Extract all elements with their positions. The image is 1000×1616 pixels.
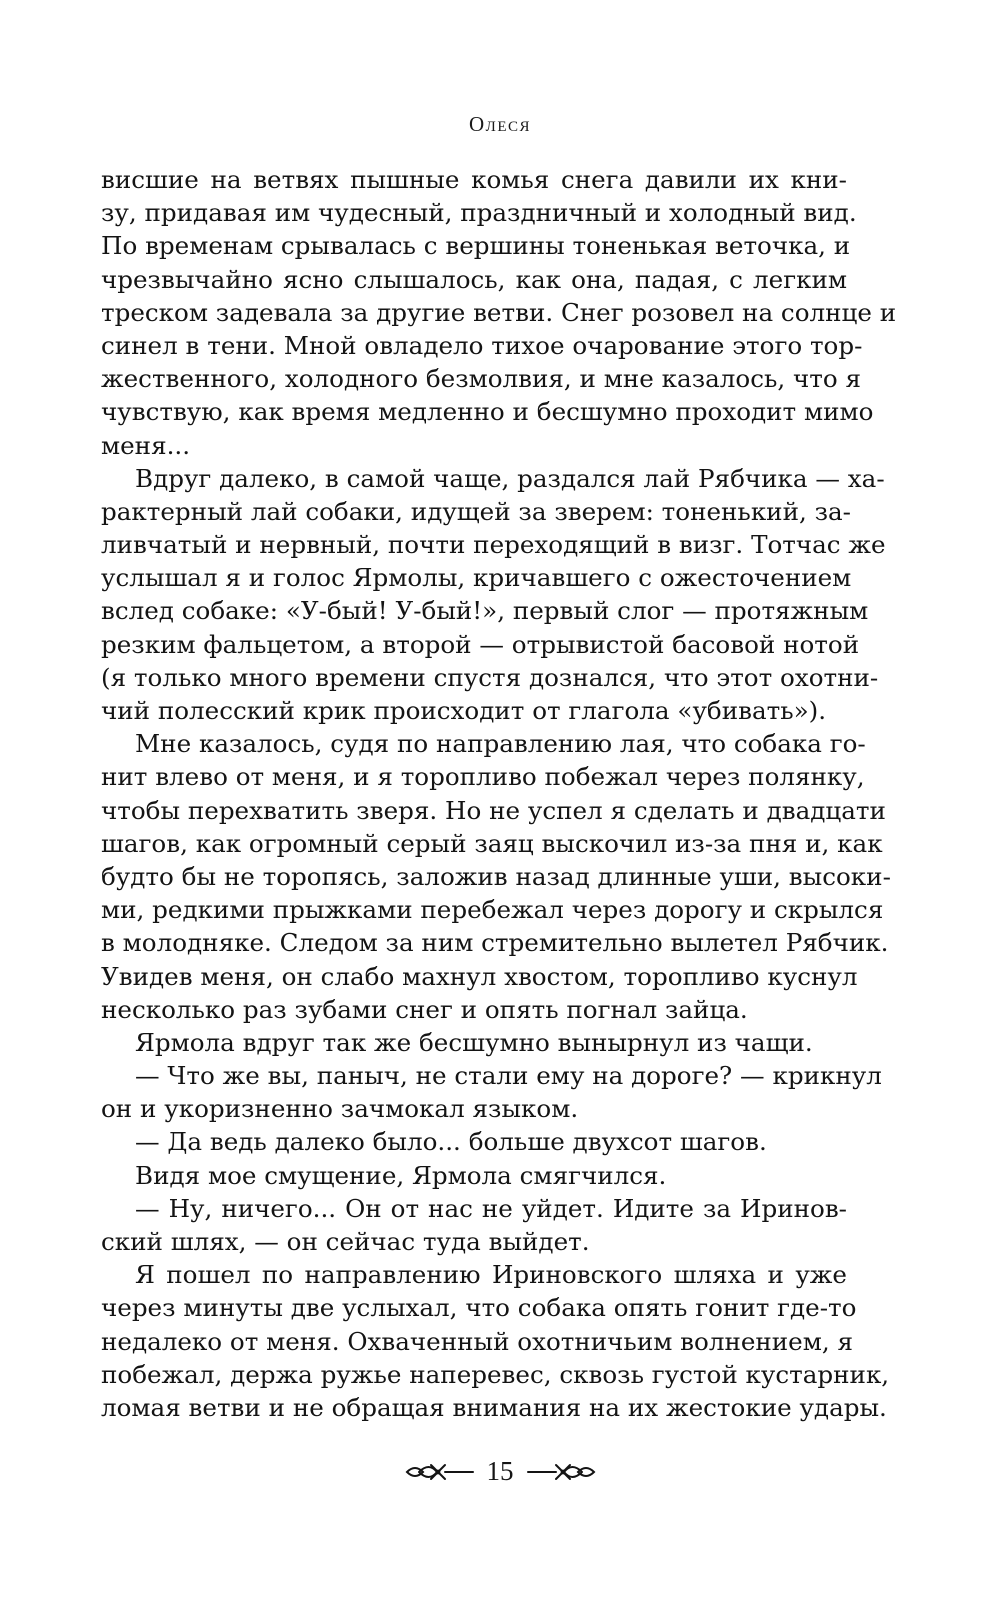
body-text xyxy=(101,163,897,1424)
text-line: услышал я и голос Ярмолы, кричавшего с ожесточением xyxy=(101,563,852,593)
text-line: Мне казалось, судя по направлению лая, что собака го- xyxy=(135,729,866,759)
text-line: Увидев меня, он слабо махнул хвостом, торопливо куснул xyxy=(101,961,858,991)
text-line: нит влево от меня, и я торопливо побежал через полянку, xyxy=(101,762,865,792)
text-line: ломая ветви и не обращая внимания на их жестокие удары. xyxy=(101,1392,887,1422)
text-line: меня... xyxy=(101,430,191,460)
text-line: ский шлях, — он сейчас туда выйдет. xyxy=(101,1227,590,1256)
text-line: зу, придавая им чудесный, праздничный и холодный вид. xyxy=(101,198,857,228)
text-line: чтобы перехватить зверя. Но не успел я сделать и двадцати xyxy=(101,795,886,825)
running-title: Олеся xyxy=(468,112,531,136)
text-line: Ярмола вдруг так же бесшумно вынырнул из чащи. xyxy=(135,1027,813,1057)
text-line: чий полесский крик происходит от глагола «убивать»). xyxy=(101,696,827,725)
text-line: через минуты две услыхал, что собака опять гонит где-то xyxy=(101,1293,857,1323)
floral-ornament-icon xyxy=(526,1459,596,1485)
text-line: недалеко от меня. Охваченный охотничьим волнением, я xyxy=(101,1326,854,1356)
text-line: — Да ведь далеко было... больше двухсот шагов. xyxy=(135,1127,767,1157)
page-number: 15 xyxy=(486,1456,514,1486)
floral-ornament-icon xyxy=(405,1459,475,1485)
text-line: ми, редкими прыжками перебежал через дорогу и скрылся xyxy=(101,895,884,925)
text-line: Вдруг далеко, в самой чаще, раздался лай Рябчика — ха- xyxy=(135,463,885,493)
text-line: Видя мое смущение, Ярмола смягчился. xyxy=(135,1160,667,1190)
text-line: чувствую, как время медленно и бесшумно проходит мимо xyxy=(101,397,874,427)
text-line: синел в тени. Мной овладело тихое очарование этого тор- xyxy=(101,330,863,360)
text-line: висшие на ветвях пышные комья снега давили их кни- xyxy=(101,165,847,194)
text-line: По временам срывалась с вершины тоненькая веточка, и xyxy=(101,231,851,261)
page-footer xyxy=(0,1456,1000,1487)
text-line: — Что же вы, паныч, не стали ему на дороге? — крикнул xyxy=(135,1061,882,1091)
text-line: — Ну, ничего... Он от нас не уйдет. Идите за Иринов- xyxy=(135,1193,847,1223)
text-line: Я пошел по направлению Ириновского шляха и уже xyxy=(135,1260,847,1290)
text-line: побежал, держа ружье наперевес, сквозь густой кустарник, xyxy=(101,1359,890,1389)
text-line: вслед собаке: «У-бый! У-бый!», первый слог — протяжным xyxy=(101,596,869,626)
text-line: рактерный лай собаки, идущей за зверем: тоненький, за- xyxy=(101,496,851,526)
text-line: шагов, как огромный серый заяц выскочил из-за пня и, как xyxy=(101,828,883,858)
text-line: ливчатый и нервный, почти переходящий в визг. Тотчас же xyxy=(101,530,886,560)
text-line: в молодняке. Следом за ним стремительно вылетел Рябчик. xyxy=(101,928,889,958)
text-line: резким фальцетом, а второй — отрывистой басовой нотой xyxy=(101,629,860,659)
text-line: треском задевала за другие ветви. Снег розовел на солнце и xyxy=(101,297,897,327)
text-line: жественного, холодного безмолвия, и мне казалось, что я xyxy=(101,364,862,394)
text-line: (я только много времени спустя дознался, что этот охотни- xyxy=(101,662,879,692)
text-line: будто бы не торопясь, заложив назад длинные уши, высоки- xyxy=(101,861,891,891)
text-line: он и укоризненно зачмокал языком. xyxy=(101,1094,579,1124)
text-line: несколько раз зубами снег и опять погнал зайца. xyxy=(101,994,748,1024)
text-line: чрезвычайно ясно слышалось, как она, падая, с легким xyxy=(101,264,847,294)
